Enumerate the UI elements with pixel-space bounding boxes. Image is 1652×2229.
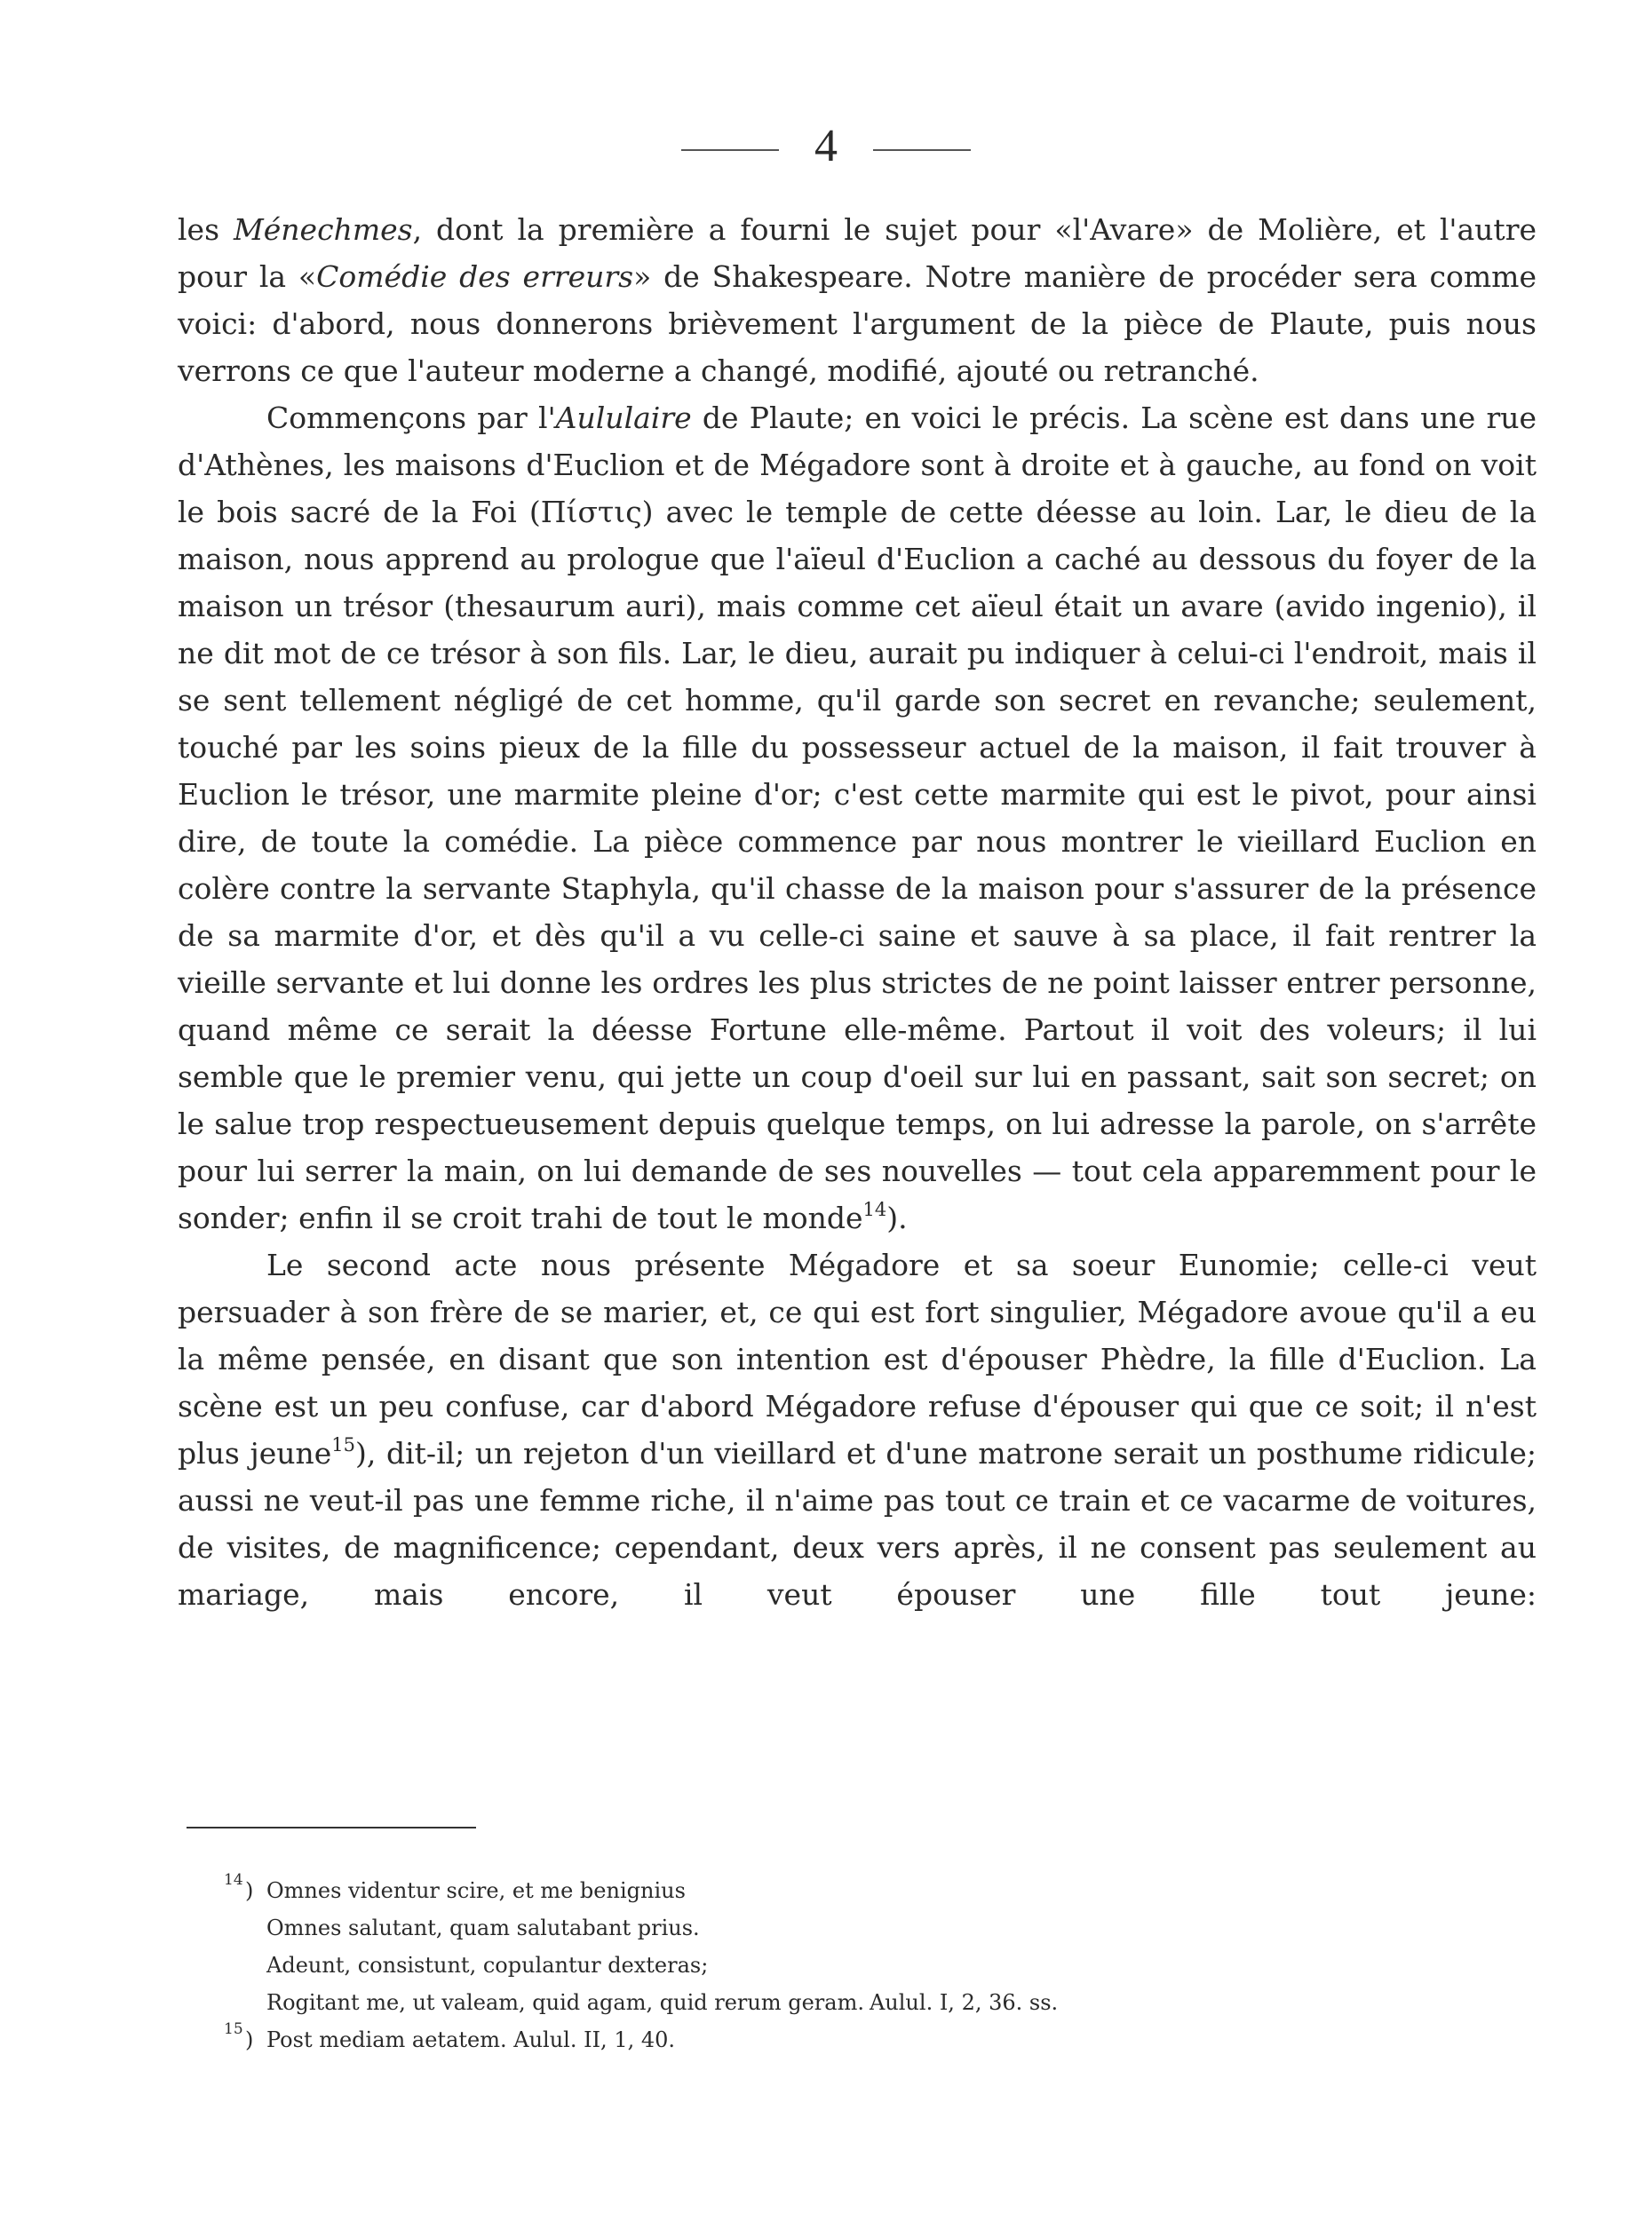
footnote-text: Omnes videntur scire, et me benignius [266, 1878, 686, 1903]
italic-title: Comédie des erreurs [316, 259, 634, 294]
italic-title: Aululaire [555, 401, 692, 435]
footnote-separator [187, 1827, 476, 1828]
page-number: 4 [814, 121, 838, 171]
footnote-text: Adeunt, consistunt, copulantur dexteras; [266, 1953, 709, 1978]
text-run: ). [886, 1201, 908, 1235]
text-run: » de Shakespeare. Notre manière de procéder sera comme voici: d'abord, nous donnerons brièvement l'argument de la pièce de Plaute, puis nous verrons ce que l'auteur moderne a changé, modifié, ajouté ou retranché. [178, 259, 1537, 388]
footnote-line [224, 1872, 1467, 1909]
text-run: Le second acte nous présente Mégadore et sa soeur Eunomie; celle-ci veut persuader à son frère de se marier, et, ce qui est fort singulier, Mégadore avoue qu'il a eu la même pensée, en disant que son intention est d'épouser Phèdre, la fille d'Euclion. La scène est un peu confuse, car d'abord Mégadore refuse d'épouser qui que ce soit; il n'est plus jeune [178, 1248, 1537, 1471]
footnote-number: 15 [224, 2020, 243, 2038]
footnote-line [224, 1984, 1467, 2021]
footnote-line [224, 1909, 1467, 1947]
paragraph [178, 206, 1537, 394]
footnote-paren: ) [245, 2027, 254, 2052]
footnote-paren: ) [245, 1878, 254, 1903]
footnotes [224, 1872, 1467, 2058]
footnote-text: Rogitant me, ut valeam, quid agam, quid rerum geram. [266, 1990, 864, 2015]
text-run: de Plaute; en voici le précis. La scène est dans une rue d'Athènes, les maisons d'Euclion et de Mégadore sont à droite et à gauche, au fond on voit le bois sacré de la Foi (Πίστις) avec le temple de cette déesse au loin. Lar, le dieu de la maison, nous apprend au prologue que l'aïeul d'Euclion a caché au dessous du foyer de la maison un trésor (thesaurum auri), mais comme cet aïeul était un avare (avido ingenio), il ne dit mot de ce trésor à son fils. Lar, le dieu, aurait pu indiquer à celui-ci l'endroit, mais il se sent tellement négligé de cet homme, qu'il garde son secret en revanche; seulement, touché par les soins pieux de la fille du possesseur actuel de la maison, il fait trouver à Euclion le trésor, une marmite pleine d'or; c'est cette marmite qui est le pivot, pour ainsi dire, de toute la comédie. La pièce commence par nous montrer le vieillard Euclion en colère contre la servante Staphyla, qu'il chasse de la maison pour s'assurer de la présence de sa marmite d'or, et dès qu'il a vu celle-ci saine et sauve à sa place, il fait rentrer la vieille servante et lui donne les ordres les plus strictes de ne point laisser entrer personne, quand même ce serait la déesse Fortune elle-même. Partout il voit des voleurs; il lui semble que le premier venu, qui jette un coup d'oeil sur lui en passant, sait son secret; on le salue trop respectueusement depuis quelque temps, on lui adresse la parole, on s'arrête pour lui serrer la main, on lui demande de ses nouvelles — tout cela apparemment pour le sonder; enfin il se croit trahi de tout le monde [178, 401, 1537, 1235]
footnote-number: 14 [224, 1871, 243, 1889]
footnote-reference: 15 [331, 1434, 356, 1456]
footnote-line [224, 1947, 1467, 1984]
header-dash-left [681, 149, 779, 151]
footnote-line [224, 2021, 1467, 2058]
text-run: , dont la première a fourni le sujet pour «l'Avare» de Molière, et l'autre pour la « [178, 212, 1537, 294]
text-run: ), dit-il; un rejeton d'un vieillard et d'une matrone serait un posthume ridicule; aussi ne veut-il pas une femme riche, il n'aime pas tout ce train et ce vacarme de voitures, de visites, de magnificence; cependant, deux vers après, il ne consent pas seulement au mariage, mais encore, il veut épouser une fille tout jeune: [178, 1436, 1537, 1612]
text-run: Commençons par l' [266, 401, 556, 435]
footnote-text: Post mediam aetatem. Aulul. II, 1, 40. [266, 2027, 676, 2052]
footnote-citation: Aulul. I, 2, 36. ss. [869, 1990, 1059, 2015]
footnote-text: Omnes salutant, quam salutabant prius. [266, 1916, 700, 1940]
header-dash-right [873, 149, 971, 151]
footnote-reference: 14 [862, 1199, 887, 1220]
paragraph [178, 394, 1537, 1241]
text-run: les [178, 212, 234, 247]
page-header [0, 120, 1652, 173]
italic-title: Ménechmes [233, 212, 413, 247]
body-text [178, 206, 1537, 1618]
paragraph [178, 1241, 1537, 1618]
